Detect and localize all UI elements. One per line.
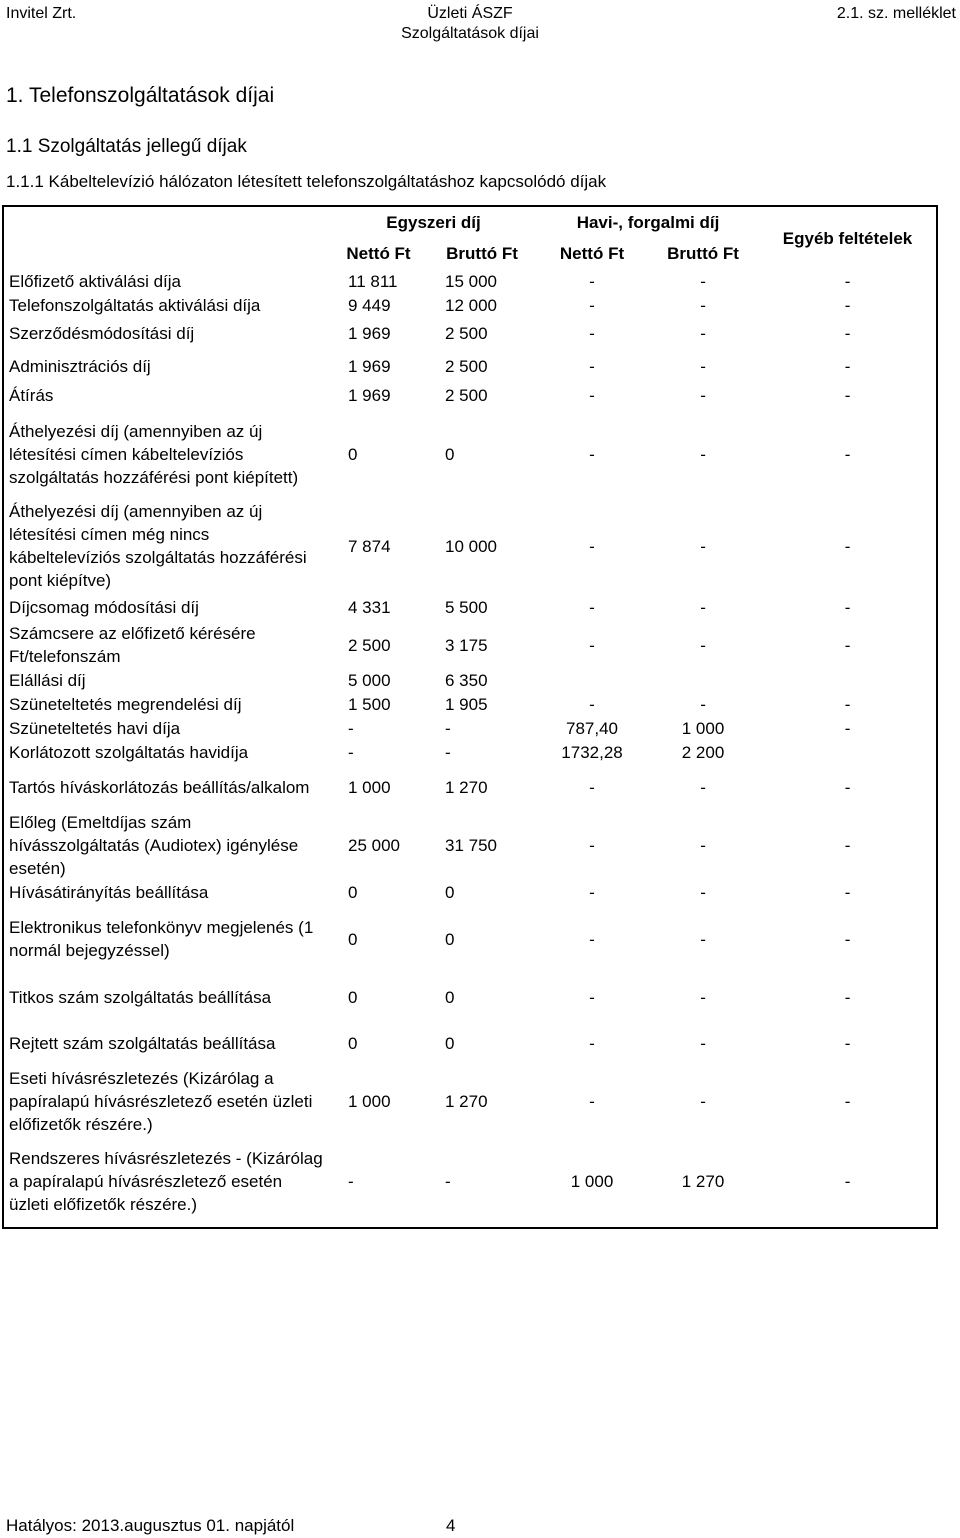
one-time-gross-cell: 0 (445, 882, 455, 902)
monthly-gross-cell: - (700, 1091, 706, 1111)
monthly-gross-cell: - (700, 882, 706, 902)
other-conditions-cell: - (844, 385, 851, 405)
table-row (3, 764, 937, 810)
monthly-gross-cell: - (700, 987, 706, 1007)
monthly-gross-cell: - (700, 597, 706, 617)
one-time-net-cell: 5 000 (348, 670, 391, 690)
monthly-gross-cell: - (700, 694, 706, 714)
monthly-gross-cell: - (700, 777, 706, 797)
one-time-gross-cell: 1 270 (445, 1091, 488, 1111)
one-time-net-cell: 0 (348, 987, 358, 1007)
monthly-gross-cell: - (700, 295, 706, 315)
one-time-gross-cell: 2 500 (445, 324, 488, 343)
table-row (3, 904, 937, 974)
monthly-net-cell: - (589, 1033, 595, 1053)
one-time-gross-cell: 2 500 (445, 385, 488, 405)
one-time-net-cell: 2 500 (348, 635, 391, 655)
monthly-gross-cell (647, 668, 759, 692)
fee-name-cell: Szüneteltetés megrendelési díj (9, 694, 242, 714)
monthly-gross-cell: 1 000 (681, 718, 725, 738)
other-conditions-cell: - (844, 324, 851, 343)
one-time-net-cell: 0 (348, 882, 358, 902)
fee-name-cell: Előfizető aktiválási díja (9, 271, 181, 291)
one-time-fee-header: Egyszeri díj (386, 213, 481, 232)
footer-effective-date: Hatályos: 2013.augusztus 01. napjától (6, 1516, 295, 1535)
other-conditions-cell: - (844, 1172, 851, 1191)
monthly-gross-cell: 1 270 (681, 1172, 725, 1191)
monthly-net-cell: - (589, 1091, 595, 1111)
fee-name-cell: Átírás (9, 385, 54, 405)
one-time-gross-cell: - (445, 1172, 451, 1191)
fee-name-cell: Szüneteltetés havi díja (9, 718, 181, 738)
other-conditions-cell: - (844, 1033, 851, 1053)
monthly-net-cell: - (589, 597, 595, 617)
table-row (3, 668, 937, 692)
one-time-gross-cell: 2 500 (445, 356, 488, 376)
table-row (3, 269, 937, 293)
other-conditions-cell: - (844, 536, 851, 556)
other-conditions-cell (759, 668, 937, 692)
monthly-net-cell: - (589, 694, 595, 714)
table-row (3, 1066, 937, 1136)
other-conditions-cell: - (844, 444, 851, 464)
monthly-gross-cell: - (700, 324, 706, 343)
monthly-net-cell: - (589, 385, 595, 405)
one-time-net-cell: 1 969 (348, 385, 391, 405)
footer-page-number: 4 (446, 1516, 456, 1535)
net-header: Nettó Ft (559, 244, 625, 263)
monthly-fee-header: Havi-, forgalmi díj (576, 213, 720, 232)
one-time-gross-cell: - (445, 718, 451, 738)
header-company: Invitel Zrt. (6, 5, 77, 22)
one-time-gross-cell: 15 000 (445, 271, 497, 291)
monthly-net-cell: - (589, 835, 595, 855)
table-row (3, 1020, 937, 1066)
other-conditions-cell: - (844, 987, 851, 1007)
one-time-net-cell: 1 969 (348, 324, 391, 343)
fee-name-cell: Tartós híváskorlátozás beállítás/alkalom (9, 777, 310, 797)
monthly-net-cell: 1 000 (570, 1172, 614, 1191)
monthly-gross-cell: - (700, 356, 706, 376)
other-conditions-cell: - (844, 835, 851, 855)
one-time-gross-cell: 1 270 (445, 777, 488, 797)
fee-name-cell: Titkos szám szolgáltatás beállítása (9, 987, 272, 1007)
table-row (3, 622, 937, 668)
other-conditions-cell: - (844, 597, 851, 617)
fee-name-cell: Elektronikus telefonkönyv megjelenés (1 normál bejegyzéssel) (9, 918, 314, 960)
fee-name-cell: Díjcsomag módosítási díj (9, 597, 199, 617)
monthly-gross-cell: - (700, 1033, 706, 1053)
monthly-net-cell: - (589, 929, 595, 949)
one-time-net-cell: 1 500 (348, 694, 391, 714)
other-conditions-cell: - (844, 694, 851, 714)
other-conditions-header: Egyéb feltételek (782, 228, 913, 248)
monthly-gross-cell: - (700, 635, 706, 655)
fee-name-cell: Számcsere az előfizető kérésére Ft/telefonszám (9, 624, 256, 666)
other-conditions-cell (759, 740, 937, 764)
other-conditions-cell: - (844, 718, 851, 738)
other-conditions-cell: - (844, 882, 851, 902)
gross-header: Bruttó Ft (667, 244, 739, 263)
table-row (3, 500, 937, 592)
section-heading-1-1: 1.1 Szolgáltatás jellegű díjak (6, 136, 247, 157)
one-time-gross-cell: 12 000 (445, 295, 497, 315)
other-conditions-cell: - (844, 929, 851, 949)
other-conditions-cell: - (844, 777, 851, 797)
other-conditions-cell: - (844, 271, 851, 291)
table-row (3, 382, 937, 408)
one-time-net-cell: 1 000 (348, 777, 391, 797)
table-row (3, 810, 937, 880)
one-time-net-cell: 7 874 (348, 536, 391, 556)
fee-table (2, 205, 938, 1229)
one-time-gross-cell: - (445, 742, 451, 762)
one-time-net-cell: 25 000 (348, 835, 400, 855)
one-time-gross-cell: 0 (445, 1033, 455, 1053)
fee-name-cell: Eseti hívásrészletezés (Kizárólag a papíralapú hívásrészletező esetén üzleti előfizetők részére.) (9, 1068, 313, 1134)
other-conditions-cell: - (844, 295, 851, 315)
fee-name-cell: Áthelyezési díj (amennyiben az új létesítési címen kábeltelevíziós szolgáltatás hozzáférési pont kiépített) (9, 421, 299, 487)
one-time-net-cell: 4 331 (348, 597, 391, 617)
one-time-net-cell: 9 449 (348, 295, 391, 315)
monthly-gross-cell: - (700, 929, 706, 949)
other-conditions-cell: - (844, 635, 851, 655)
monthly-net-cell: - (589, 444, 595, 464)
monthly-gross-cell: - (700, 444, 706, 464)
one-time-net-cell: - (348, 742, 354, 762)
fee-name-cell: Rendszeres hívásrészletezés - (Kizárólag a papíralapú hívásrészletező esetén üzleti előfizetők részére.) (9, 1149, 323, 1214)
table-row (3, 592, 937, 622)
header-document-title (0, 4, 940, 44)
one-time-net-cell: 1 969 (348, 356, 391, 376)
gross-header: Bruttó Ft (446, 244, 518, 263)
monthly-net-cell: 1732,28 (561, 742, 623, 762)
fee-name-cell: Korlátozott szolgáltatás havidíja (9, 742, 249, 762)
monthly-net-cell: - (589, 635, 595, 655)
one-time-net-cell: 0 (348, 1033, 358, 1053)
table-row (3, 692, 937, 716)
monthly-net-cell: - (589, 536, 595, 556)
one-time-gross-cell: 0 (445, 444, 455, 464)
monthly-net-cell: - (589, 777, 595, 797)
monthly-gross-cell: - (700, 536, 706, 556)
header-doc-subtitle: Szolgáltatások díjai (401, 25, 539, 42)
one-time-net-cell: - (348, 1172, 354, 1191)
monthly-net-cell (537, 668, 647, 692)
table-row (3, 1136, 937, 1228)
table-row (3, 350, 937, 382)
monthly-net-cell: - (589, 356, 595, 376)
table-row (3, 716, 937, 740)
monthly-gross-cell: - (700, 835, 706, 855)
fee-name-cell: Áthelyezési díj (amennyiben az új létesítési címen még nincs kábeltelevíziós szolgáltatás hozzáférési pont kiépítve) (9, 502, 307, 590)
table-row (3, 317, 937, 350)
fee-name-cell: Elállási díj (9, 670, 86, 690)
one-time-gross-cell: 6 350 (445, 670, 488, 690)
one-time-gross-cell: 0 (445, 987, 455, 1007)
table-row (3, 974, 937, 1020)
one-time-net-cell: 0 (348, 444, 358, 464)
header-doc-name: Üzleti ÁSZF (427, 5, 513, 22)
table-row (3, 293, 937, 317)
blank-header-cell (3, 206, 330, 269)
fee-name-cell: Telefonszolgáltatás aktiválási díja (9, 295, 261, 315)
table-row (3, 740, 937, 764)
fee-name-cell: Hívásátirányítás beállítása (9, 882, 209, 902)
one-time-gross-cell: 1 905 (445, 694, 488, 714)
net-header: Nettó Ft (346, 244, 411, 263)
one-time-gross-cell: 10 000 (445, 536, 497, 556)
table-header-row (3, 206, 937, 238)
monthly-net-cell: 787,40 (566, 718, 619, 738)
section-heading-1: 1. Telefonszolgáltatások díjai (6, 84, 275, 107)
one-time-gross-cell: 5 500 (445, 597, 488, 617)
monthly-gross-cell: - (700, 385, 706, 405)
other-conditions-cell: - (844, 1091, 851, 1111)
monthly-gross-cell: - (700, 271, 706, 291)
one-time-gross-cell: 3 175 (445, 635, 488, 655)
fee-table-body (3, 269, 937, 1228)
fee-name-cell: Rejtett szám szolgáltatás beállítása (9, 1033, 276, 1053)
one-time-net-cell: 0 (348, 929, 358, 949)
monthly-net-cell: - (589, 882, 595, 902)
fee-name-cell: Adminisztrációs díj (9, 356, 151, 376)
other-conditions-cell: - (844, 356, 851, 376)
one-time-net-cell: - (348, 718, 354, 738)
one-time-gross-cell: 31 750 (445, 835, 497, 855)
monthly-net-cell: - (589, 324, 595, 343)
monthly-net-cell: - (589, 295, 595, 315)
monthly-net-cell: - (589, 987, 595, 1007)
one-time-gross-cell: 0 (445, 929, 455, 949)
fee-name-cell: Előleg (Emeltdíjas szám hívásszolgáltatás (Audiotex) igénylése esetén) (9, 812, 299, 878)
monthly-net-cell: - (589, 271, 595, 291)
one-time-net-cell: 1 000 (348, 1091, 391, 1111)
monthly-gross-cell: 2 200 (681, 742, 725, 762)
fee-name-cell: Szerződésmódosítási díj (9, 324, 195, 343)
table-row (3, 880, 937, 904)
table-row (3, 408, 937, 500)
section-heading-1-1-1: 1.1.1 Kábeltelevízió hálózaton létesített telefonszolgáltatáshoz kapcsolódó díjak (6, 172, 607, 191)
one-time-net-cell: 11 811 (348, 271, 398, 291)
header-annex: 2.1. sz. melléklet (836, 5, 956, 22)
